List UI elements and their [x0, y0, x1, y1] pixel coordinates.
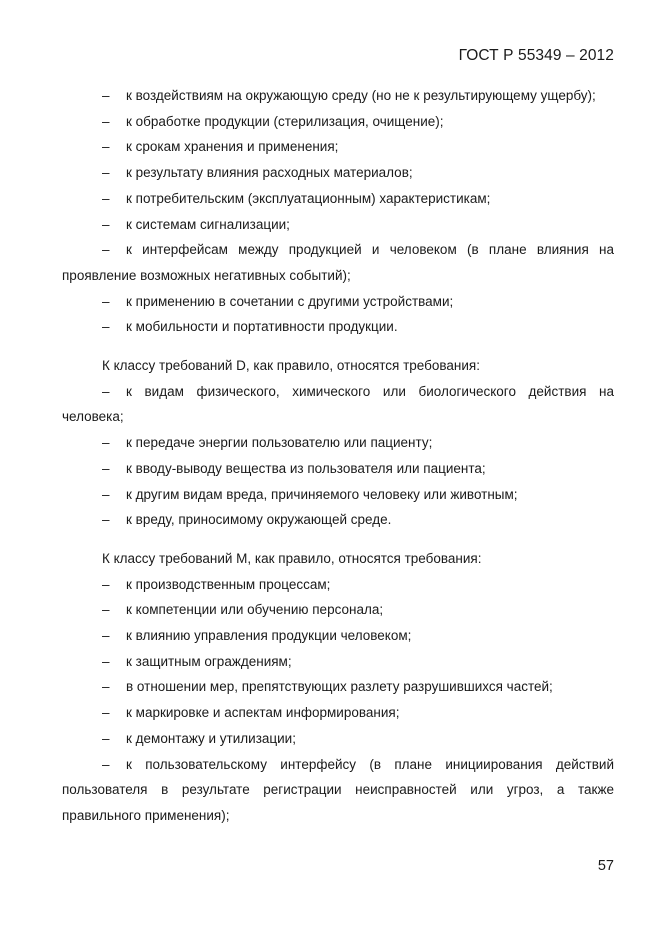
class-m-list — [62, 572, 614, 829]
dash-marker: – — [102, 216, 110, 232]
list-item: – к производственным процессам; — [62, 572, 614, 598]
dash-marker: – — [102, 165, 110, 181]
dash-marker: – — [102, 190, 110, 206]
dash-marker: – — [102, 679, 110, 695]
dash-marker: – — [102, 576, 110, 592]
list-item: – к вреду, приносимому окружающей среде. — [62, 507, 614, 533]
list-item: – к обработке продукции (стерилизация, очищение); — [62, 109, 614, 135]
list-item: – к защитным ограждениям; — [62, 649, 614, 675]
document-header: ГОСТ Р 55349 – 2012 — [458, 47, 614, 64]
list-item: – в отношении мер, препятствующих разлету разрушившихся частей; — [62, 674, 614, 700]
list-item: – к другим видам вреда, причиняемого человеку или животным; — [62, 482, 614, 508]
list-item: – к передаче энергии пользователю или пациенту; — [62, 430, 614, 456]
list-item: – к срокам хранения и применения; — [62, 134, 614, 160]
class-d-list — [62, 379, 614, 533]
dash-marker: – — [102, 139, 110, 155]
dash-marker: – — [102, 383, 110, 399]
list-item: – к пользовательскому интерфейсу (в плане инициирования действий пользователя в результате регистрации неисправностей или угроз, а также правильного применения); — [62, 752, 614, 829]
dash-marker: – — [102, 602, 110, 618]
dash-marker: – — [102, 319, 110, 335]
dash-marker: – — [102, 730, 110, 746]
list-item: – к воздействиям на окружающую среду (но не к результирующему ущербу); — [62, 83, 614, 109]
list-1 — [62, 83, 614, 340]
dash-marker: – — [102, 705, 110, 721]
list-item: – к влиянию управления продукции человеком; — [62, 623, 614, 649]
list-item: – к компетенции или обучению персонала; — [62, 597, 614, 623]
dash-marker: – — [102, 628, 110, 644]
list-item: – к мобильности и портативности продукции. — [62, 314, 614, 340]
list-item: – к интерфейсам между продукцией и человеком (в плане влияния на проявление возможных негативных событий); — [62, 237, 614, 288]
dash-marker: – — [102, 293, 110, 309]
page-body — [62, 83, 614, 829]
list-item: – к системам сигнализации; — [62, 212, 614, 238]
dash-marker: – — [102, 113, 110, 129]
dash-marker: – — [102, 653, 110, 669]
dash-marker: – — [102, 512, 110, 528]
class-m-intro: К классу требований M, как правило, относятся требования: — [102, 550, 482, 566]
list-item: – к демонтажу и утилизации; — [62, 726, 614, 752]
page-number: 57 — [597, 858, 614, 874]
class-d-intro: К классу требований D, как правило, относятся требования: — [102, 358, 480, 374]
dash-marker: – — [102, 756, 110, 772]
dash-marker: – — [102, 435, 110, 451]
list-item: – к потребительским (эксплуатационным) характеристикам; — [62, 186, 614, 212]
list-item: – к результату влияния расходных материалов; — [62, 160, 614, 186]
dash-marker: – — [102, 486, 110, 502]
list-item: – к маркировке и аспектам информирования; — [62, 700, 614, 726]
dash-marker: – — [102, 460, 110, 476]
list-item: – к вводу-выводу вещества из пользователя или пациента; — [62, 456, 614, 482]
list-item: – к применению в сочетании с другими устройствами; — [62, 289, 614, 315]
dash-marker: – — [102, 242, 110, 258]
dash-marker: – — [102, 88, 110, 103]
list-item: – к видам физического, химического или биологического действия на человека; — [62, 379, 614, 430]
